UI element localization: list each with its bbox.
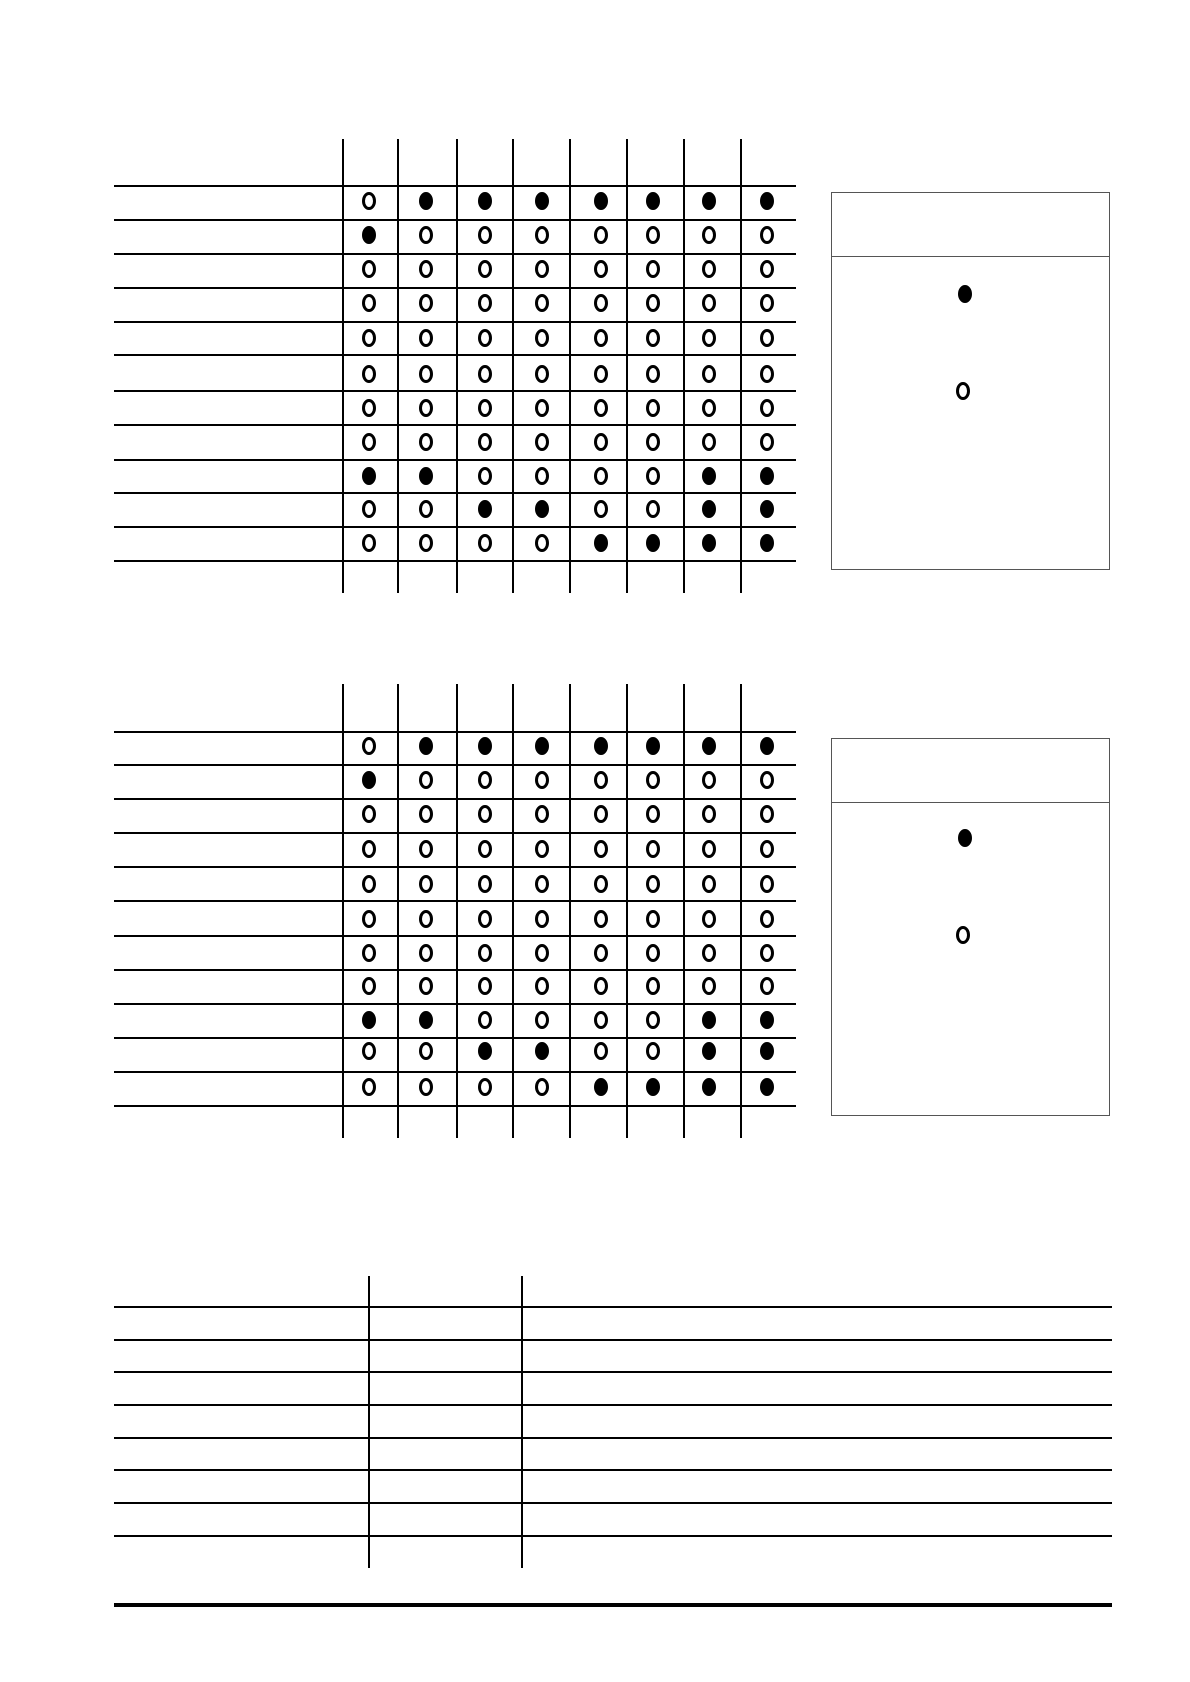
empty-dot-icon bbox=[535, 1011, 549, 1029]
empty-dot-icon bbox=[646, 260, 660, 278]
empty-dot-icon bbox=[646, 365, 660, 383]
column-rule bbox=[740, 139, 742, 593]
row-rule bbox=[114, 219, 796, 221]
empty-dot-icon bbox=[702, 260, 716, 278]
empty-dot-icon bbox=[646, 1042, 660, 1060]
empty-dot-icon bbox=[362, 944, 376, 962]
empty-dot-icon bbox=[419, 433, 433, 451]
empty-dot-icon bbox=[419, 944, 433, 962]
empty-dot-icon bbox=[646, 399, 660, 417]
filled-dot-icon bbox=[702, 1011, 716, 1029]
empty-dot-icon bbox=[478, 399, 492, 417]
empty-dot-icon bbox=[362, 1078, 376, 1096]
empty-dot-icon bbox=[646, 977, 660, 995]
filled-dot-icon bbox=[594, 534, 608, 552]
row-rule bbox=[114, 1071, 796, 1073]
filled-dot-icon bbox=[362, 1011, 376, 1029]
empty-dot-icon bbox=[362, 433, 376, 451]
empty-dot-icon bbox=[702, 226, 716, 244]
empty-dot-icon bbox=[594, 875, 608, 893]
table-row-rule bbox=[114, 1437, 1112, 1439]
empty-dot-icon bbox=[760, 840, 774, 858]
empty-dot-icon bbox=[702, 875, 716, 893]
filled-dot-icon bbox=[362, 771, 376, 789]
filled-dot-icon bbox=[362, 467, 376, 485]
row-rule bbox=[114, 526, 796, 528]
empty-dot-icon bbox=[535, 805, 549, 823]
column-rule bbox=[342, 684, 344, 1138]
empty-dot-icon bbox=[646, 944, 660, 962]
empty-dot-icon bbox=[478, 1078, 492, 1096]
empty-dot-icon bbox=[594, 771, 608, 789]
empty-dot-icon bbox=[594, 944, 608, 962]
empty-dot-icon bbox=[419, 294, 433, 312]
empty-dot-icon bbox=[362, 294, 376, 312]
empty-dot-icon bbox=[702, 433, 716, 451]
filled-dot-icon bbox=[535, 1042, 549, 1060]
empty-dot-icon bbox=[478, 1011, 492, 1029]
filled-dot-icon bbox=[702, 467, 716, 485]
legend-box-2 bbox=[831, 738, 1110, 1116]
column-rule bbox=[626, 684, 628, 1138]
empty-dot-icon bbox=[419, 805, 433, 823]
filled-dot-icon bbox=[419, 1011, 433, 1029]
empty-dot-icon bbox=[478, 771, 492, 789]
table-column-rule bbox=[368, 1276, 370, 1568]
empty-dot-icon bbox=[419, 977, 433, 995]
legend-header bbox=[832, 739, 1109, 803]
table-row-rule bbox=[114, 1535, 1112, 1537]
empty-dot-icon bbox=[362, 910, 376, 928]
row-rule bbox=[114, 731, 796, 733]
column-rule bbox=[740, 684, 742, 1138]
filled-dot-icon bbox=[419, 467, 433, 485]
empty-dot-icon bbox=[760, 260, 774, 278]
empty-dot-icon bbox=[419, 500, 433, 518]
footer-rule bbox=[114, 1603, 1112, 1607]
empty-dot-icon bbox=[594, 1011, 608, 1029]
filled-dot-icon bbox=[646, 737, 660, 755]
empty-dot-icon bbox=[535, 771, 549, 789]
empty-dot-icon bbox=[702, 294, 716, 312]
filled-dot-icon bbox=[760, 1078, 774, 1096]
row-rule bbox=[114, 832, 796, 834]
row-rule bbox=[114, 900, 796, 902]
column-rule bbox=[569, 684, 571, 1138]
filled-dot-icon bbox=[594, 1078, 608, 1096]
filled-dot-icon bbox=[760, 192, 774, 210]
empty-dot-icon bbox=[535, 944, 549, 962]
column-rule bbox=[683, 139, 685, 593]
empty-dot-icon bbox=[594, 260, 608, 278]
legend-header bbox=[832, 193, 1109, 257]
empty-dot-icon bbox=[478, 294, 492, 312]
empty-dot-icon bbox=[419, 771, 433, 789]
filled-dot-icon bbox=[419, 192, 433, 210]
column-rule bbox=[456, 684, 458, 1138]
empty-dot-icon bbox=[419, 226, 433, 244]
empty-dot-icon bbox=[478, 260, 492, 278]
empty-dot-icon bbox=[419, 260, 433, 278]
empty-dot-icon bbox=[646, 910, 660, 928]
empty-dot-icon bbox=[362, 365, 376, 383]
empty-dot-icon bbox=[702, 329, 716, 347]
table-row-rule bbox=[114, 1339, 1112, 1341]
empty-dot-icon bbox=[760, 294, 774, 312]
filled-dot-icon bbox=[760, 1042, 774, 1060]
empty-dot-icon bbox=[702, 977, 716, 995]
row-rule bbox=[114, 560, 796, 562]
empty-dot-icon bbox=[594, 910, 608, 928]
table-row-rule bbox=[114, 1306, 1112, 1308]
empty-dot-icon bbox=[594, 399, 608, 417]
row-rule bbox=[114, 969, 796, 971]
empty-dot-icon bbox=[646, 500, 660, 518]
empty-dot-icon bbox=[478, 977, 492, 995]
filled-dot-icon bbox=[362, 226, 376, 244]
empty-dot-icon bbox=[760, 977, 774, 995]
row-rule bbox=[114, 354, 796, 356]
row-rule bbox=[114, 866, 796, 868]
empty-dot-icon bbox=[594, 329, 608, 347]
empty-dot-icon bbox=[760, 771, 774, 789]
row-rule bbox=[114, 253, 796, 255]
empty-dot-icon bbox=[362, 977, 376, 995]
empty-dot-icon bbox=[362, 1042, 376, 1060]
row-rule bbox=[114, 185, 796, 187]
empty-dot-icon bbox=[362, 737, 376, 755]
column-rule bbox=[512, 139, 514, 593]
table-column-rule bbox=[521, 1276, 523, 1568]
empty-dot-icon bbox=[478, 910, 492, 928]
filled-dot-icon bbox=[535, 737, 549, 755]
empty-dot-icon bbox=[594, 840, 608, 858]
empty-dot-icon bbox=[760, 805, 774, 823]
empty-dot-icon bbox=[362, 840, 376, 858]
row-rule bbox=[114, 935, 796, 937]
row-rule bbox=[114, 390, 796, 392]
empty-dot-icon bbox=[646, 433, 660, 451]
empty-dot-icon bbox=[646, 805, 660, 823]
empty-dot-icon bbox=[362, 500, 376, 518]
empty-dot-icon bbox=[760, 875, 774, 893]
filled-dot-icon bbox=[702, 1042, 716, 1060]
row-rule bbox=[114, 798, 796, 800]
filled-dot-icon bbox=[760, 500, 774, 518]
filled-dot-icon bbox=[702, 500, 716, 518]
empty-dot-icon bbox=[956, 382, 970, 400]
empty-dot-icon bbox=[478, 467, 492, 485]
filled-dot-icon bbox=[478, 737, 492, 755]
column-rule bbox=[342, 139, 344, 593]
filled-dot-icon bbox=[702, 737, 716, 755]
empty-dot-icon bbox=[535, 977, 549, 995]
empty-dot-icon bbox=[535, 1078, 549, 1096]
table-row-rule bbox=[114, 1371, 1112, 1373]
empty-dot-icon bbox=[362, 805, 376, 823]
empty-dot-icon bbox=[535, 433, 549, 451]
empty-dot-icon bbox=[956, 926, 970, 944]
empty-dot-icon bbox=[702, 840, 716, 858]
empty-dot-icon bbox=[646, 771, 660, 789]
empty-dot-icon bbox=[535, 399, 549, 417]
legend-box-1 bbox=[831, 192, 1110, 570]
column-rule bbox=[397, 139, 399, 593]
empty-dot-icon bbox=[478, 433, 492, 451]
empty-dot-icon bbox=[702, 399, 716, 417]
empty-dot-icon bbox=[594, 1042, 608, 1060]
empty-dot-icon bbox=[594, 500, 608, 518]
row-rule bbox=[114, 424, 796, 426]
filled-dot-icon bbox=[646, 192, 660, 210]
empty-dot-icon bbox=[478, 875, 492, 893]
filled-dot-icon bbox=[646, 534, 660, 552]
empty-dot-icon bbox=[535, 365, 549, 383]
empty-dot-icon bbox=[419, 399, 433, 417]
empty-dot-icon bbox=[594, 365, 608, 383]
empty-dot-icon bbox=[646, 467, 660, 485]
empty-dot-icon bbox=[702, 805, 716, 823]
empty-dot-icon bbox=[646, 875, 660, 893]
filled-dot-icon bbox=[760, 467, 774, 485]
row-rule bbox=[114, 459, 796, 461]
row-rule bbox=[114, 321, 796, 323]
empty-dot-icon bbox=[702, 944, 716, 962]
empty-dot-icon bbox=[478, 365, 492, 383]
empty-dot-icon bbox=[646, 226, 660, 244]
empty-dot-icon bbox=[419, 329, 433, 347]
empty-dot-icon bbox=[419, 1078, 433, 1096]
filled-dot-icon bbox=[958, 285, 972, 303]
filled-dot-icon bbox=[419, 737, 433, 755]
empty-dot-icon bbox=[419, 1042, 433, 1060]
filled-dot-icon bbox=[535, 192, 549, 210]
empty-dot-icon bbox=[535, 840, 549, 858]
empty-dot-icon bbox=[419, 875, 433, 893]
empty-dot-icon bbox=[478, 944, 492, 962]
empty-dot-icon bbox=[594, 467, 608, 485]
empty-dot-icon bbox=[760, 910, 774, 928]
empty-dot-icon bbox=[760, 399, 774, 417]
empty-dot-icon bbox=[646, 1011, 660, 1029]
empty-dot-icon bbox=[419, 910, 433, 928]
row-rule bbox=[114, 287, 796, 289]
empty-dot-icon bbox=[535, 467, 549, 485]
empty-dot-icon bbox=[478, 226, 492, 244]
filled-dot-icon bbox=[478, 192, 492, 210]
empty-dot-icon bbox=[419, 840, 433, 858]
filled-dot-icon bbox=[478, 1042, 492, 1060]
row-rule bbox=[114, 1003, 796, 1005]
empty-dot-icon bbox=[362, 192, 376, 210]
empty-dot-icon bbox=[362, 260, 376, 278]
empty-dot-icon bbox=[362, 329, 376, 347]
empty-dot-icon bbox=[594, 226, 608, 244]
empty-dot-icon bbox=[478, 329, 492, 347]
filled-dot-icon bbox=[760, 534, 774, 552]
empty-dot-icon bbox=[760, 226, 774, 244]
row-rule bbox=[114, 1105, 796, 1107]
empty-dot-icon bbox=[646, 840, 660, 858]
filled-dot-icon bbox=[702, 192, 716, 210]
filled-dot-icon bbox=[535, 500, 549, 518]
empty-dot-icon bbox=[419, 365, 433, 383]
row-rule bbox=[114, 764, 796, 766]
column-rule bbox=[397, 684, 399, 1138]
filled-dot-icon bbox=[646, 1078, 660, 1096]
empty-dot-icon bbox=[535, 226, 549, 244]
filled-dot-icon bbox=[760, 737, 774, 755]
empty-dot-icon bbox=[646, 329, 660, 347]
empty-dot-icon bbox=[478, 805, 492, 823]
empty-dot-icon bbox=[535, 329, 549, 347]
column-rule bbox=[456, 139, 458, 593]
empty-dot-icon bbox=[362, 875, 376, 893]
filled-dot-icon bbox=[594, 192, 608, 210]
table-row-rule bbox=[114, 1502, 1112, 1504]
empty-dot-icon bbox=[419, 534, 433, 552]
empty-dot-icon bbox=[535, 294, 549, 312]
empty-dot-icon bbox=[362, 399, 376, 417]
filled-dot-icon bbox=[478, 500, 492, 518]
empty-dot-icon bbox=[646, 294, 660, 312]
column-rule bbox=[512, 684, 514, 1138]
empty-dot-icon bbox=[478, 840, 492, 858]
table-row-rule bbox=[114, 1404, 1112, 1406]
filled-dot-icon bbox=[594, 737, 608, 755]
empty-dot-icon bbox=[702, 771, 716, 789]
empty-dot-icon bbox=[594, 977, 608, 995]
empty-dot-icon bbox=[760, 329, 774, 347]
empty-dot-icon bbox=[702, 365, 716, 383]
column-rule bbox=[626, 139, 628, 593]
empty-dot-icon bbox=[594, 805, 608, 823]
empty-dot-icon bbox=[535, 534, 549, 552]
filled-dot-icon bbox=[702, 534, 716, 552]
empty-dot-icon bbox=[535, 910, 549, 928]
empty-dot-icon bbox=[760, 944, 774, 962]
filled-dot-icon bbox=[958, 829, 972, 847]
table-row-rule bbox=[114, 1469, 1112, 1471]
empty-dot-icon bbox=[702, 910, 716, 928]
empty-dot-icon bbox=[535, 260, 549, 278]
column-rule bbox=[683, 684, 685, 1138]
row-rule bbox=[114, 492, 796, 494]
empty-dot-icon bbox=[594, 294, 608, 312]
empty-dot-icon bbox=[594, 433, 608, 451]
filled-dot-icon bbox=[702, 1078, 716, 1096]
empty-dot-icon bbox=[760, 433, 774, 451]
filled-dot-icon bbox=[760, 1011, 774, 1029]
column-rule bbox=[569, 139, 571, 593]
empty-dot-icon bbox=[760, 365, 774, 383]
row-rule bbox=[114, 1037, 796, 1039]
empty-dot-icon bbox=[535, 875, 549, 893]
empty-dot-icon bbox=[362, 534, 376, 552]
empty-dot-icon bbox=[478, 534, 492, 552]
